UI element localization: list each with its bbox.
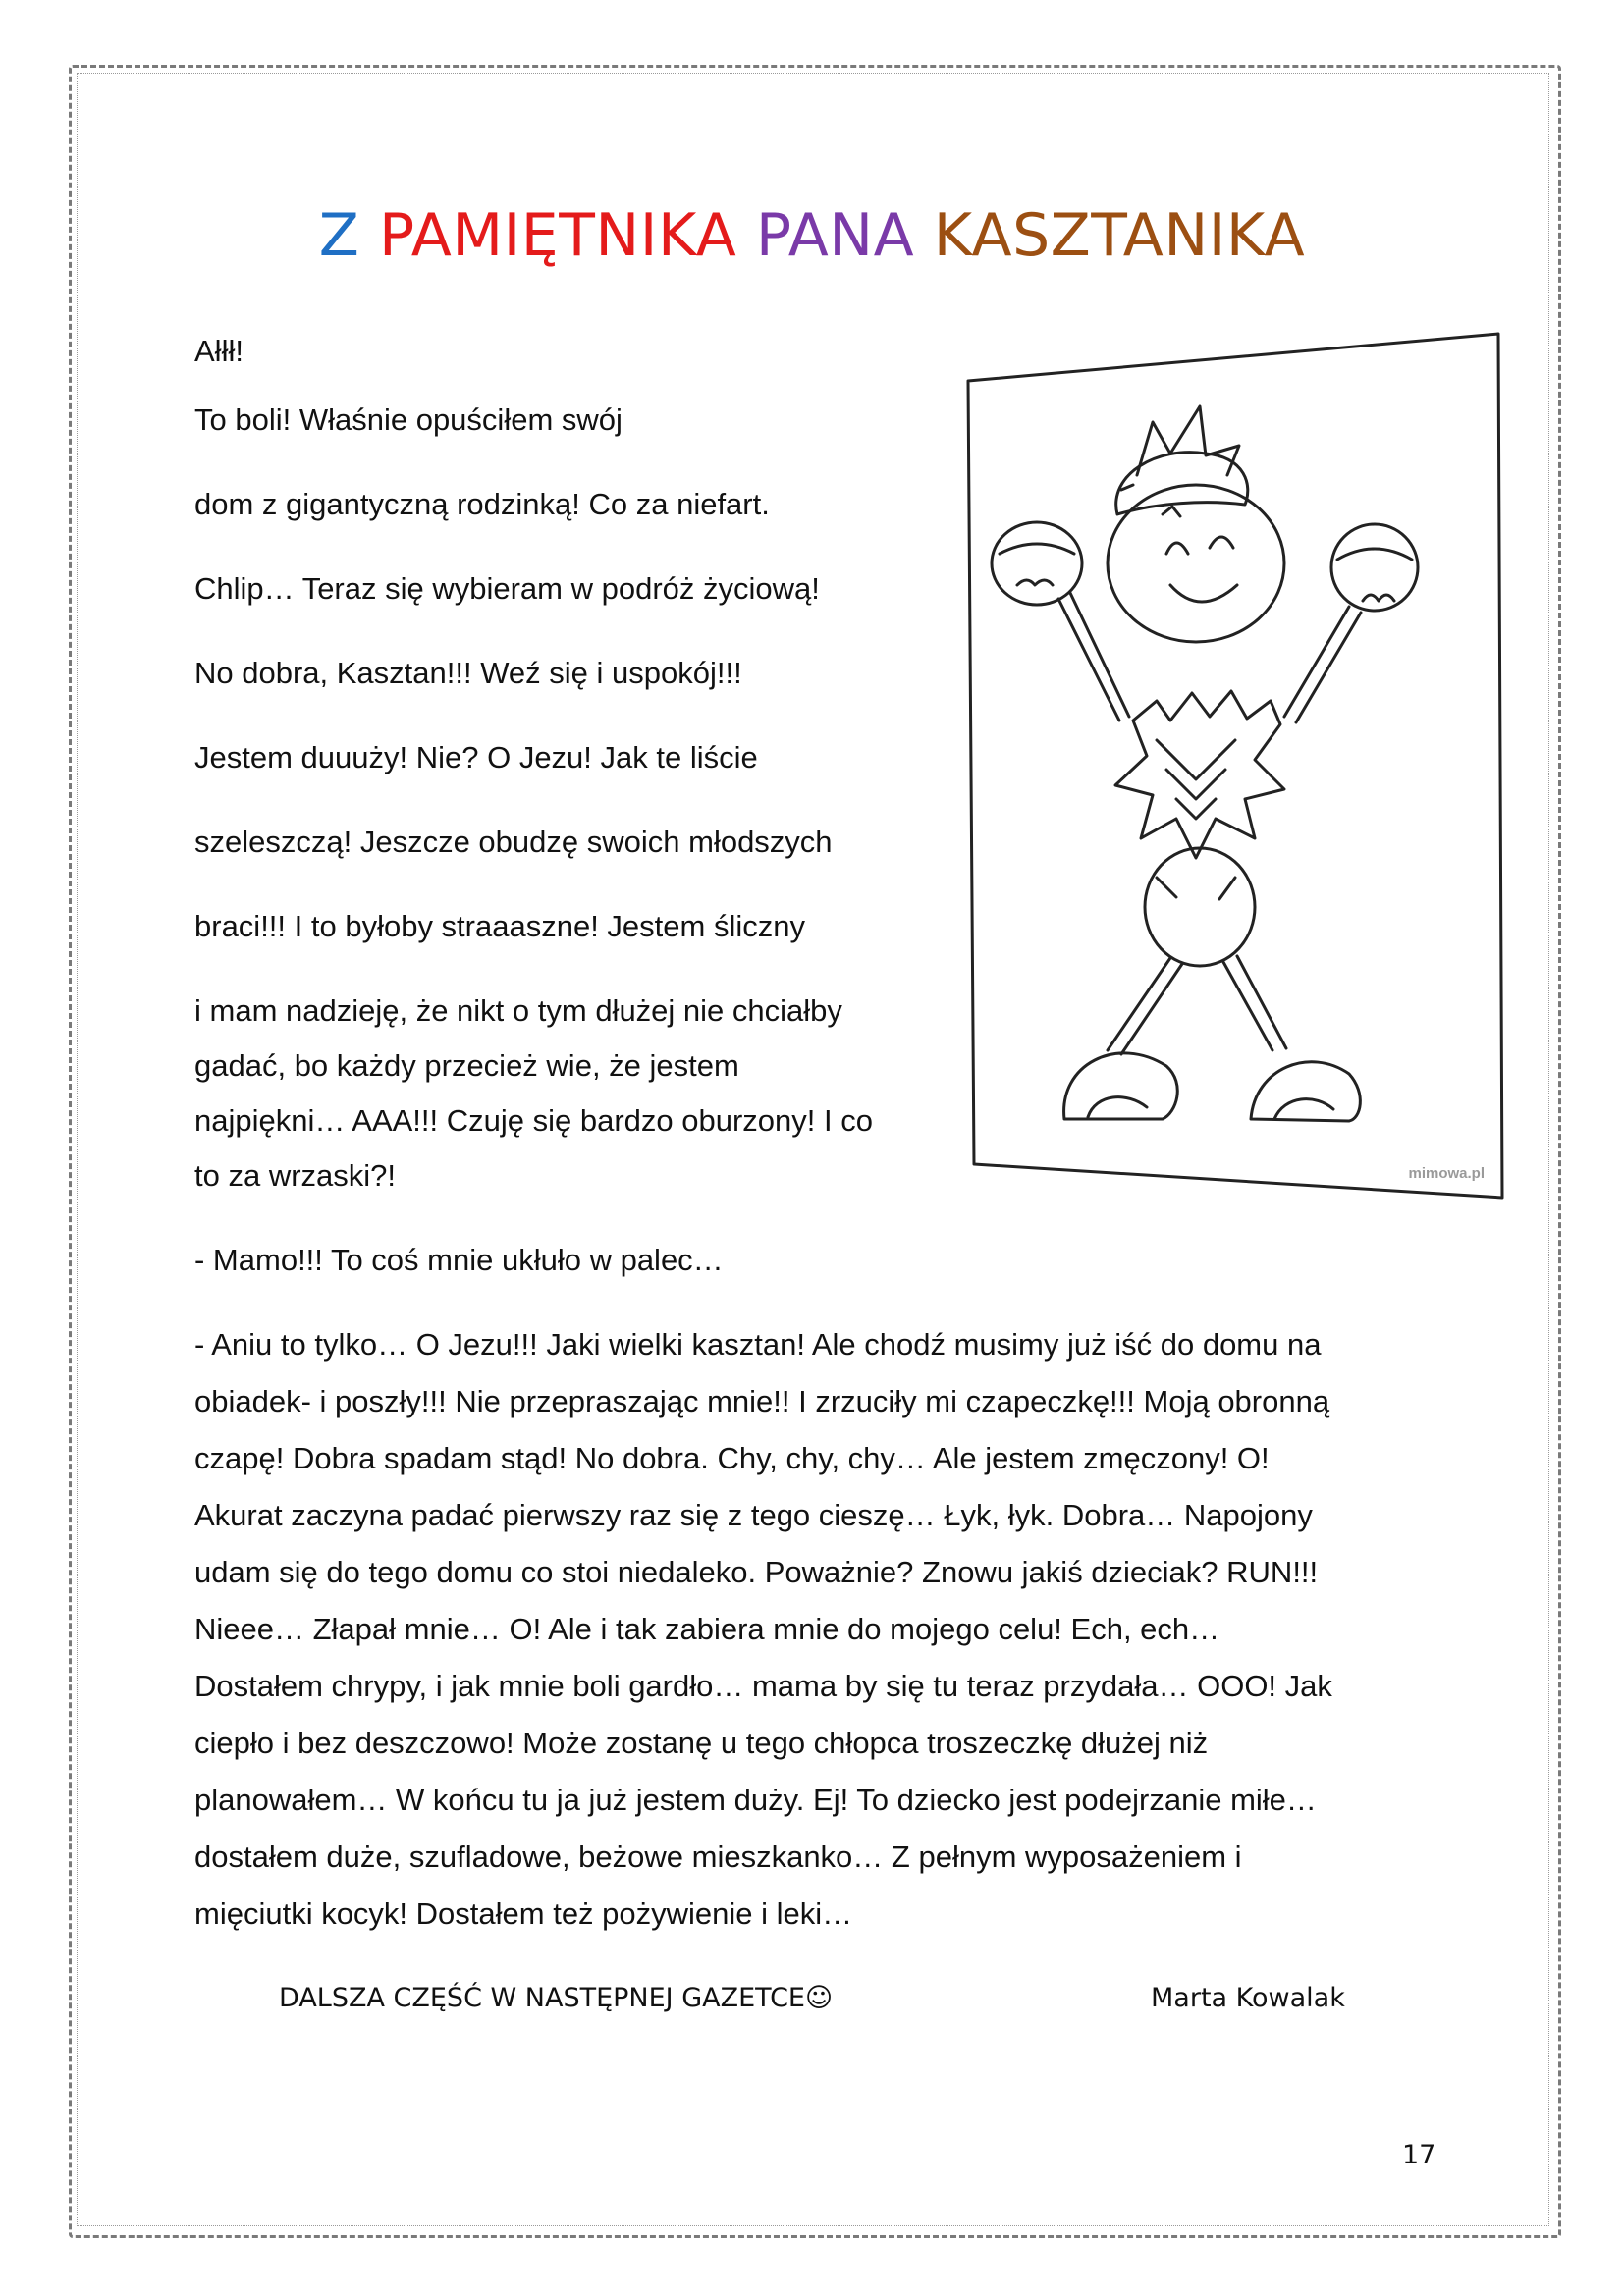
page-title [0,201,1624,270]
paragraph: Ałłł! [194,334,244,368]
paragraph: planowałem… W końcu tu ja już jestem duży. Ej! To dziecko jest podejrzanie miłe… [194,1783,1317,1817]
paragraph: Chlip… Teraz się wybieram w podróż życiową! [194,571,820,606]
paragraph: szeleszczą! Jeszcze obudzę swoich młodszych [194,825,833,859]
paragraph: Jestem duuuży! Nie? O Jezu! Jak te liście [194,740,758,774]
title-part-pana: PANA [755,201,934,270]
author-name: Marta Kowalak [1151,1983,1345,2013]
page-number: 17 [1402,2140,1436,2170]
paragraph: to za wrzaski?! [194,1158,397,1193]
paragraph: dostałem duże, szufladowe, beżowe mieszkanko… Z pełnym wyposażeniem i [194,1840,1242,1874]
paragraph: gadać, bo każdy przecież wie, że jestem [194,1048,739,1083]
paragraph: dom z gigantyczną rodzinką! Co za niefart. [194,487,770,521]
paragraph: najpiękni… AAA!!! Czuję się bardzo oburzony! I co [194,1103,873,1138]
title-part-pamietnika: PAMIĘTNIKA [378,201,756,270]
paragraph: Nieee… Złapał mnie… O! Ale i tak zabiera mnie do mojego celu! Ech, ech… [194,1612,1220,1646]
paragraph: braci!!! I to byłoby straaaszne! Jestem śliczny [194,909,805,943]
paragraph: - Aniu to tylko… O Jezu!!! Jaki wielki kasztan! Ale chodź musimy już iść do domu na [194,1327,1322,1362]
image-watermark: mimowa.pl [1408,1165,1485,1182]
paragraph: i mam nadzieję, że nikt o tym dłużej nie chciałby [194,993,842,1028]
paragraph: Dostałem chrypy, i jak mnie boli gardło… mama by się tu teraz przydała… OOO! Jak [194,1669,1332,1703]
title-part-z: Z [318,201,379,270]
paragraph: Akurat zaczyna padać pierwszy raz się z tego cieszę… Łyk, łyk. Dobra… Napojony [194,1498,1313,1532]
title-part-kasztanika: KASZTANIKA [933,201,1306,270]
paragraph: czapę! Dobra spadam stąd! No dobra. Chy, chy, chy… Ale jestem zmęczony! O! [194,1441,1270,1475]
paragraph: mięciutki kocyk! Dostałem też pożywienie i leki… [194,1896,853,1931]
chestnut-character-illustration [960,328,1506,1201]
paragraph: udam się do tego domu co stoi niedaleko. Poważnie? Znowu jakiś dzieciak? RUN!!! [194,1555,1319,1589]
continuation-note: DALSZA CZĘŚĆ W NASTĘPNEJ GAZETCE☺ [279,1983,834,2013]
paragraph: obiadek- i poszły!!! Nie przepraszając mnie!! I zrzuciły mi czapeczkę!!! Moją obronną [194,1384,1330,1418]
paragraph: To boli! Właśnie opuściłem swój [194,402,623,437]
paragraph: - Mamo!!! To coś mnie ukłuło w palec… [194,1243,724,1277]
paragraph: ciepło i bez deszczowo! Może zostanę u tego chłopca troszeczkę dłużej niż [194,1726,1209,1760]
paragraph: No dobra, Kasztan!!! Weź się i uspokój!!! [194,656,742,690]
